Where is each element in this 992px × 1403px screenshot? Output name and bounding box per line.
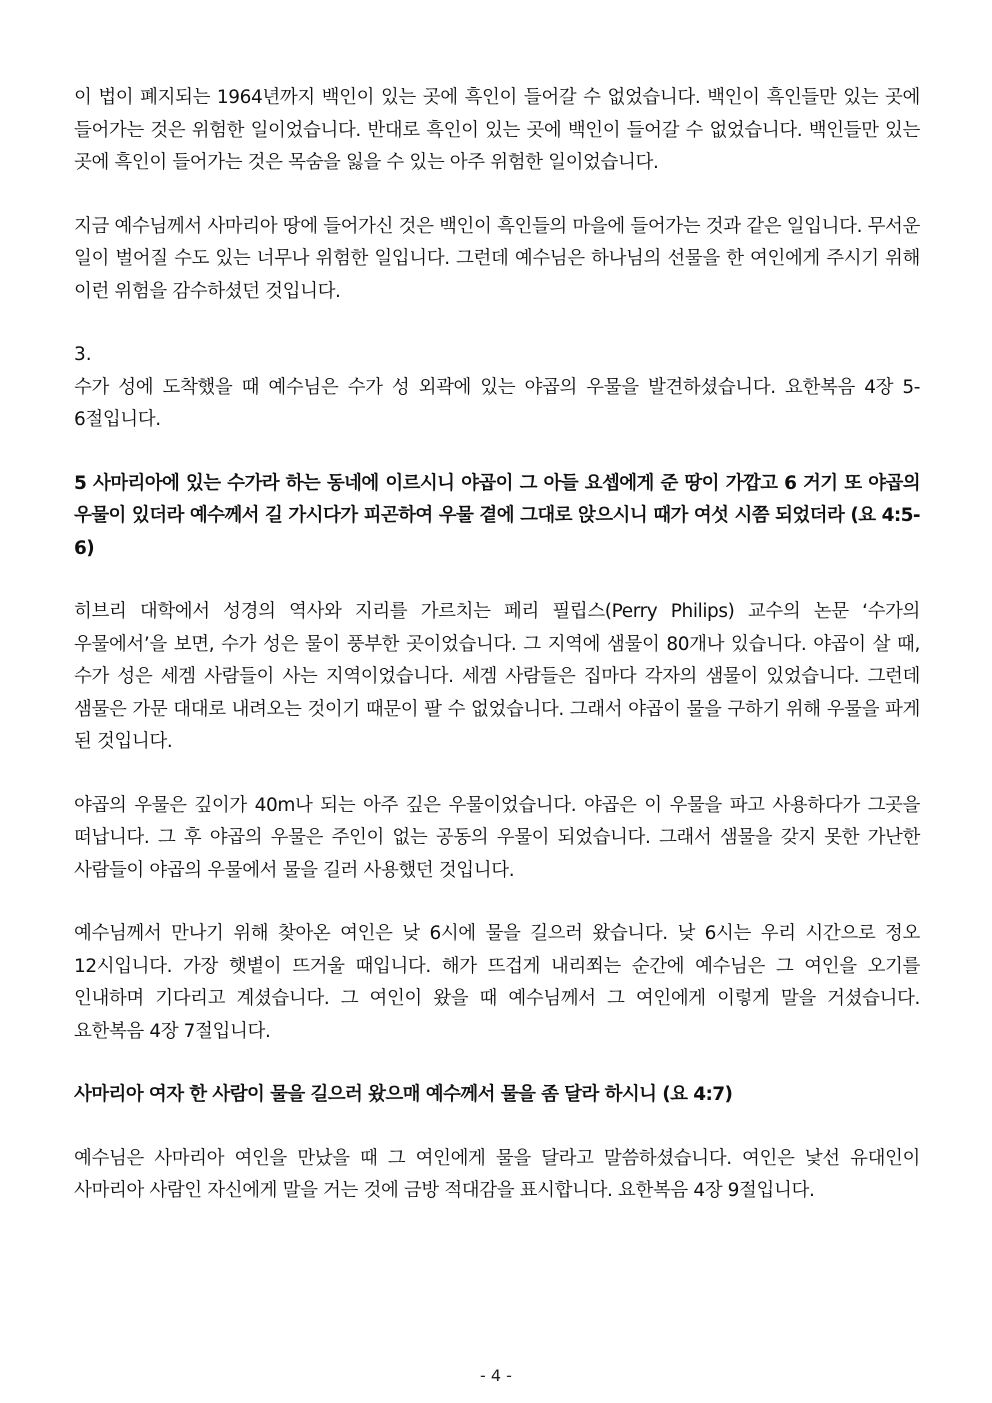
- paragraph-jesus-asks-water: 예수님은 사마리아 여인을 만났을 때 그 여인에게 물을 달라고 말씀하셨습니다. 여인은 낯선 유대인이 사마리아 사람인 자신에게 말을 거는 것에 금방 적대감을 표시합니다. 요한복음 4장 9절입니다.: [74, 1147, 920, 1201]
- section-number: 3.: [74, 344, 92, 365]
- bible-verse-john-4-5-6: 5 사마리아에 있는 수가라 하는 동네에 이르시니 야곱이 그 아들 요셉에게 준 땅이 가깝고 6 거기 또 야곱의 우물이 있더라 예수께서 길 가시다가 피곤하여 우물 곁에 그대로 앉으시니 때가 여섯 시쯤 되었더라 (요 4:5-6): [74, 472, 920, 559]
- paragraph-woman-at-noon: 예수님께서 만나기 위해 찾아온 여인은 낮 6시에 물을 길으러 왔습니다. 낮 6시는 우리 시간으로 정오 12시입니다. 가장 햇볕이 뜨거울 때입니다. 해가 뜨겁게 내리쬐는 순간에 예수님은 그 여인을 오기를 인내하며 기다리고 계셨습니다. 그 여인이 왔을 때 예수님께서 그 여인에게 이렇게 말을 거셨습니다. 요한복음 4장 7절입니다.: [74, 923, 920, 1042]
- paragraph-segregation-law: 이 법이 폐지되는 1964년까지 백인이 있는 곳에 흑인이 들어갈 수 없었습니다. 백인이 흑인들만 있는 곳에 들어가는 것은 위험한 일이었습니다. 반대로 흑인이 있는 곳에 백인이 들어갈 수 없었습니다. 백인들만 있는 곳에 흑인이 들어가는 것은 목숨을 잃을 수 있는 아주 위험한 일이었습니다.: [74, 87, 920, 173]
- paragraph-sychar-arrival: 수가 성에 도착했을 때 예수님은 수가 성 외곽에 있는 야곱의 우물을 발견하셨습니다. 요한복음 4장 5-6절입니다.: [74, 376, 920, 430]
- bible-verse-john-4-7: 사마리아 여자 한 사람이 물을 길으러 왔으매 예수께서 물을 좀 달라 하시니 (요 4:7): [74, 1084, 733, 1105]
- page-number: - 4 -: [480, 1366, 512, 1385]
- paragraph-jacobs-well: 야곱의 우물은 깊이가 40m나 되는 아주 깊은 우물이었습니다. 야곱은 이 우물을 파고 사용하다가 그곳을 떠납니다. 그 후 야곱의 우물은 주인이 없는 공동의 우물이 되었습니다. 그래서 샘물을 갖지 못한 가난한 사람들이 야곱의 우물에서 물을 길러 사용했던 것입니다.: [74, 794, 920, 881]
- document-body: [74, 82, 920, 1208]
- paragraph-jesus-samaria: 지금 예수님께서 사마리아 땅에 들어가신 것은 백인이 흑인들의 마을에 들어가는 것과 같은 일입니다. 무서운 일이 벌어질 수도 있는 너무나 위험한 일입니다. 그런데 예수님은 하나님의 선물을 한 여인에게 주시기 위해 이런 위험을 감수하셨던 것입니다.: [74, 215, 920, 302]
- paragraph-perry-philips: 히브리 대학에서 성경의 역사와 지리를 가르치는 페리 필립스(Perry Philips) 교수의 논문 ‘수가의 우물에서’을 보면, 수가 성은 물이 풍부한 곳이었습니다. 그 지역에 샘물이 80개나 있습니다. 야곱이 살 때, 수가 성은 세겜 사람들이 사는 지역이었습니다. 세겜 사람들은 집마다 각자의 샘물이 있었습니다. 그런데 샘물은 가문 대대로 내려오는 것이기 때문이 팔 수 없었습니다. 그래서 야곱이 물을 구하기 위해 우물을 파게 된 것입니다.: [74, 601, 920, 752]
